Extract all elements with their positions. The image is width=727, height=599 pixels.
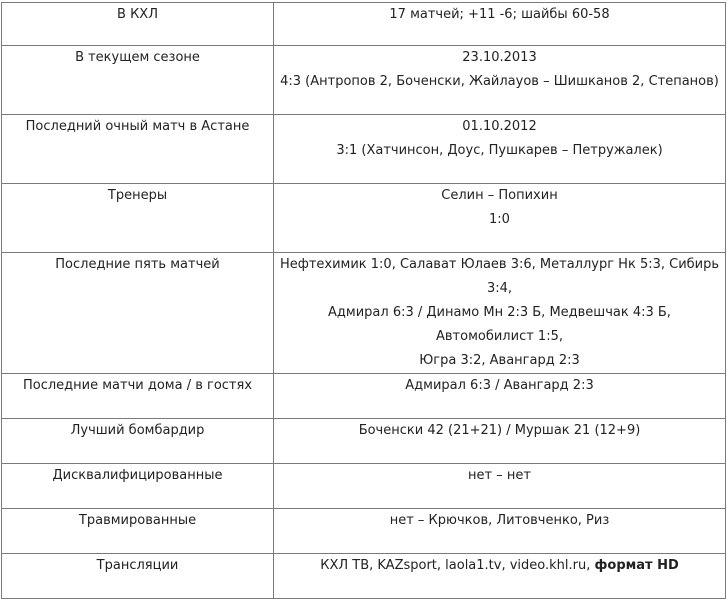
label-text: Тренеры <box>107 188 168 203</box>
match-stats-table <box>1 2 726 599</box>
table-row <box>2 374 726 419</box>
table-row <box>2 46 726 115</box>
value-text: 4:3 (Антропов 2, Боченски, Жайлауов – Шишканов 2, Степанов) <box>280 74 719 89</box>
table-row <box>2 253 726 374</box>
row-label <box>2 3 274 46</box>
value-text: Селин – Попихин <box>441 188 558 203</box>
label-text: Лучший бомбардир <box>70 423 205 438</box>
table-row <box>2 184 726 253</box>
row-value <box>274 115 726 184</box>
value-text: нет – нет <box>468 468 531 483</box>
row-value <box>274 3 726 46</box>
value-text: 1:0 <box>489 212 510 227</box>
table-row <box>2 554 726 599</box>
row-label <box>2 374 274 419</box>
row-label <box>2 46 274 115</box>
value-text: 23.10.2013 <box>462 50 537 65</box>
row-value <box>274 554 726 599</box>
value-text: Нефтехимик 1:0, Салават Юлаев 3:6, Металлург Нк 5:3, Сибирь 3:4, <box>279 257 720 296</box>
row-label <box>2 115 274 184</box>
label-text: В текущем сезоне <box>75 50 200 65</box>
label-text: Последние пять матчей <box>55 257 220 272</box>
row-label <box>2 464 274 509</box>
table-row <box>2 115 726 184</box>
label-text: Трансляции <box>96 558 179 573</box>
label-text: В КХЛ <box>117 7 158 22</box>
value-text: Адмирал 6:3 / Авангард 2:3 <box>405 378 594 393</box>
table-row <box>2 509 726 554</box>
row-label <box>2 253 274 374</box>
value-text: Адмирал 6:3 / Динамо Мн 2:3 Б, Медвешчак 4:3 Б, Автомобилист 1:5, <box>328 305 671 344</box>
label-text: Травмированные <box>78 513 197 528</box>
table-row <box>2 464 726 509</box>
label-text: Дисквалифицированные <box>52 468 223 483</box>
value-text: Югра 3:2, Авангард 2:3 <box>419 353 580 368</box>
label-text: Последние матчи дома / в гостях <box>22 378 253 393</box>
row-value <box>274 253 726 374</box>
hd-format-text: формат HD <box>594 558 679 573</box>
row-value <box>274 464 726 509</box>
value-text: нет – Крючков, Литовченко, Риз <box>389 513 610 528</box>
row-label <box>2 419 274 464</box>
row-value <box>274 509 726 554</box>
row-label <box>2 554 274 599</box>
row-value <box>274 419 726 464</box>
label-text: Последний очный матч в Астане <box>25 119 250 134</box>
row-value <box>274 46 726 115</box>
row-value <box>274 374 726 419</box>
table-row <box>2 419 726 464</box>
value-text: 3:1 (Хатчинсон, Доус, Пушкарев – Петружалек) <box>336 143 663 158</box>
row-value <box>274 184 726 253</box>
table-row <box>2 3 726 46</box>
value-text: КХЛ ТВ, KAZsport, laola1.tv, video.khl.ru, <box>320 558 595 573</box>
value-text: Боченски 42 (21+21) / Муршак 21 (12+9) <box>358 423 641 438</box>
row-label <box>2 509 274 554</box>
value-text: 01.10.2012 <box>462 119 537 134</box>
row-label <box>2 184 274 253</box>
value-text: 17 матчей; +11 -6; шайбы 60-58 <box>389 7 610 22</box>
